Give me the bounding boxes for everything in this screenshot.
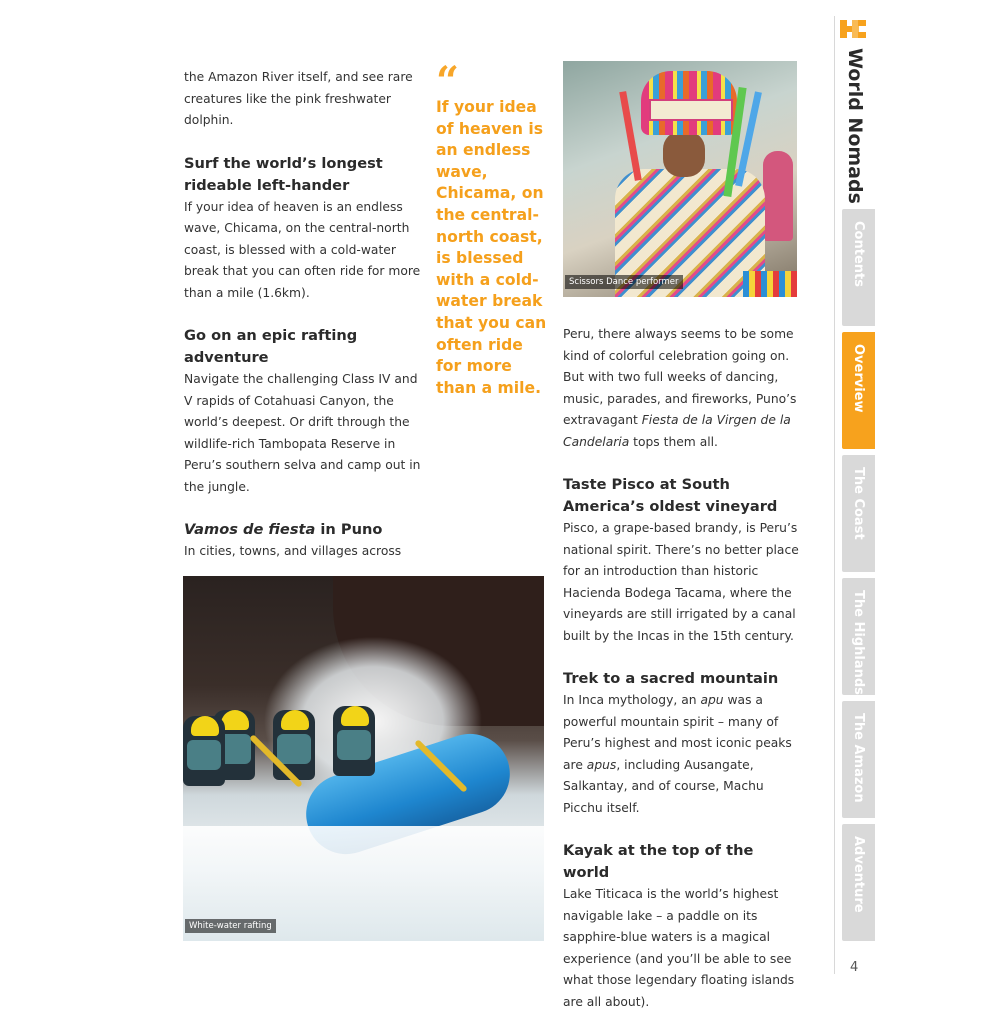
fiesta-cont-text: Peru, there always seems to be some kind of colorful celebration going on. But with two full weeks of dancing, music, parades, and fireworks, Puno’s extravagant [563, 327, 797, 427]
tab-label: The Coast [851, 467, 866, 540]
photo-rafter [183, 716, 225, 786]
pisco-paragraph: Pisco, a grape-based brandy, is Peru’s national spirit. There’s no better place for an introduction than historic Hacienda Bodega Tacama, where the vineyards are still irrigated by a canal built by the Incas in the 15th century. [563, 521, 799, 643]
tab-label: Adventure [851, 836, 866, 913]
pull-quote: If your idea of heaven is an endless wave, Chicama, on the central-north coast, is blessed with a cold-water break that you can often ride for more than a mile. [436, 98, 547, 397]
photo-helmet [191, 716, 219, 736]
photo-helmet [281, 710, 309, 730]
brand-name [840, 48, 870, 204]
trek-heading: Trek to a sacred mountain [563, 670, 779, 687]
photo-child-figure [763, 151, 793, 241]
rafting-paragraph: Navigate the challenging Class IV and V rapids of Cotahuasi Canyon, the world’s deepest. Or drift through the wildlife-rich Tambopata Reserve in Peru’s southern selva and camp out in the jungle. [184, 372, 421, 494]
photo-ribbon [619, 91, 642, 181]
rafting-photo [183, 576, 544, 941]
sidebar-divider [834, 16, 835, 974]
right-column [563, 324, 803, 1013]
photo-woven-cloth [743, 271, 797, 297]
fiesta-paragraph: In cities, towns, and villages across [184, 544, 402, 558]
photo-helmet [221, 710, 249, 730]
tab-overview[interactable] [842, 332, 875, 449]
surf-heading: Surf the world’s longest rideable left-hander [184, 154, 383, 194]
kayak-paragraph: Lake Titicaca is the world’s highest navigable lake – a paddle on its sapphire-blue waters is a magical experience (and you’ll be able to see what those legendary floating islands are all about). [563, 887, 795, 1009]
trek-emphasis: apu [700, 693, 724, 707]
trek-text: In Inca mythology, an [563, 693, 701, 707]
fiesta-name-emphasis: Fiesta de la Virgen de la Candelaria [563, 413, 791, 449]
dancer-photo-caption: Scissors Dance performer [565, 275, 683, 289]
dancer-photo [563, 61, 797, 297]
tab-label: Contents [851, 221, 866, 287]
tab-the-coast[interactable] [842, 455, 875, 572]
surf-paragraph: If your idea of heaven is an endless wave, Chicama, on the central-north coast, is blessed with a cold-water break that you can often ride for more than a mile (1.6km). [184, 199, 421, 300]
fiesta-heading [184, 519, 424, 541]
photo-vest [187, 740, 221, 770]
pisco-heading: Taste Pisco at South America’s oldest vineyard [563, 476, 778, 515]
rafting-photo-caption: White-water rafting [185, 919, 276, 933]
tab-the-amazon[interactable] [842, 701, 875, 818]
tab-contents[interactable] [842, 209, 875, 326]
quote-mark-icon: “ [436, 58, 460, 105]
tab-the-highlands[interactable] [842, 578, 875, 695]
kayak-heading: Kayak at the top of the world [563, 842, 754, 881]
photo-vest [277, 734, 311, 764]
fiesta-heading-emphasis: Vamos de fiesta [184, 521, 316, 538]
trek-emphasis: apus [586, 757, 617, 772]
fiesta-heading-rest: in Puno [315, 521, 383, 538]
intro-paragraph: the Amazon River itself, and see rare creatures like the pink freshwater dolphin. [184, 70, 413, 127]
fiesta-cont-text-end: tops them all. [629, 434, 718, 449]
trek-text: was a powerful mountain spirit – many of Peru’s highest and most iconic peaks are [563, 693, 792, 772]
brand-label: World Nomads [844, 48, 866, 204]
left-column [184, 67, 424, 563]
trek-text: , including Ausangate, Salkantay, and of course, Machu Picchu itself. [563, 757, 764, 815]
world-nomads-logo-icon [838, 18, 868, 40]
tab-label: The Amazon [851, 713, 866, 803]
tab-label: Overview [851, 344, 866, 413]
tab-label: The Highlands [851, 590, 866, 695]
photo-vest [337, 730, 371, 760]
tab-adventure[interactable] [842, 824, 875, 941]
photo-face [663, 131, 705, 177]
photo-hatband [649, 99, 733, 121]
page-number: 4 [850, 960, 859, 975]
rafting-heading: Go on an epic rafting adventure [184, 327, 358, 366]
photo-helmet [341, 706, 369, 726]
fiesta-continued-paragraph [563, 324, 803, 453]
trek-paragraph [563, 690, 803, 819]
photo-rafter [333, 706, 375, 776]
